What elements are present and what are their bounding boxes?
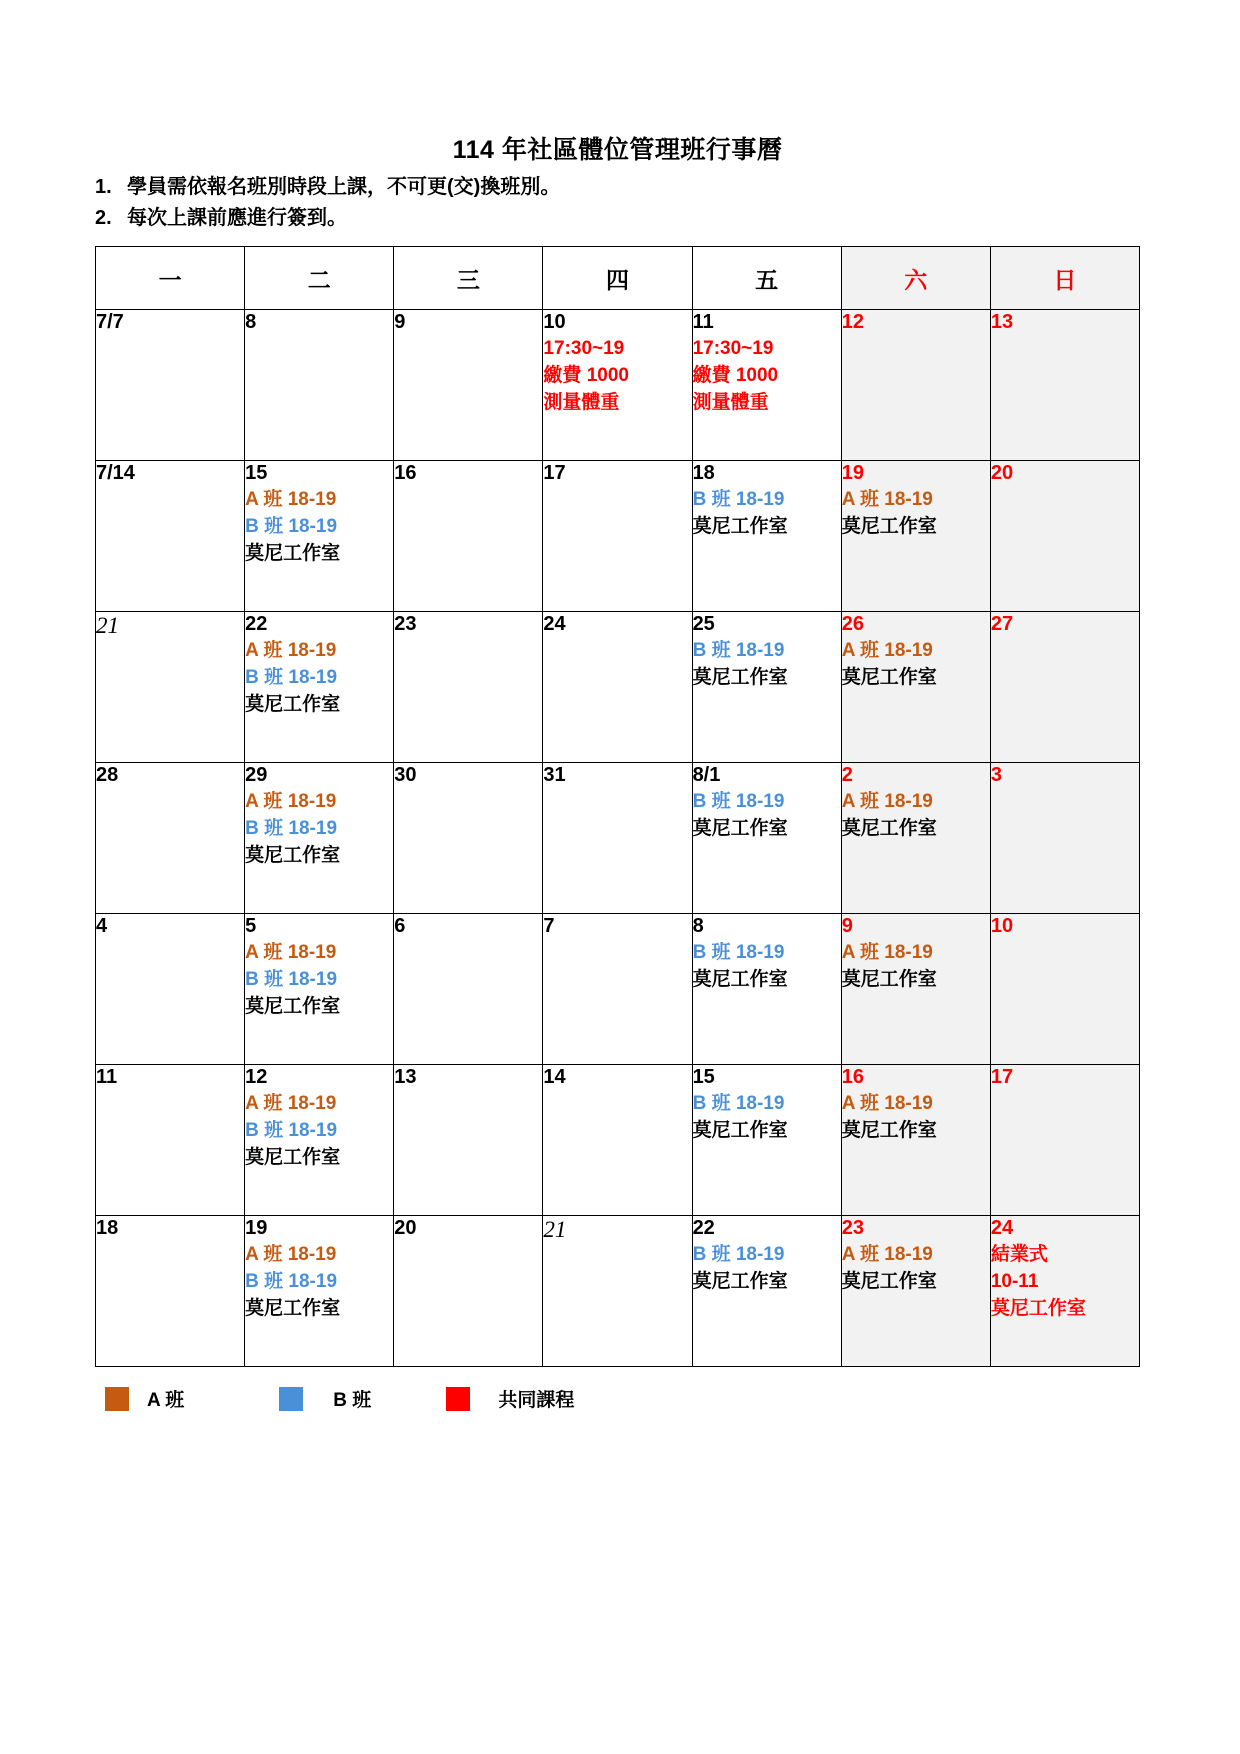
day-number: 10 <box>543 311 566 333</box>
day-event: A 班 18-19 <box>245 1093 337 1114</box>
legend-label: A 班 <box>147 1390 185 1411</box>
weekday-header-sat: 六 <box>841 247 990 310</box>
day-number: 22 <box>245 613 268 635</box>
calendar-day-cell[interactable] <box>245 612 394 763</box>
calendar-week-row <box>96 1065 1140 1216</box>
calendar-day-cell[interactable] <box>692 461 841 612</box>
day-event: 結業式 <box>990 1244 1048 1265</box>
day-number: 21 <box>96 613 119 638</box>
day-number: 24 <box>543 613 566 635</box>
day-number: 15 <box>692 1066 715 1088</box>
day-event: 莫尼工作室 <box>692 1270 788 1292</box>
calendar-day-cell[interactable] <box>245 763 394 914</box>
weekday-header-thu: 四 <box>543 247 692 310</box>
day-event: 莫尼工作室 <box>692 666 788 688</box>
weekday-header-wed: 三 <box>394 247 543 310</box>
day-event: B 班 18-19 <box>245 1270 338 1292</box>
calendar-week-row <box>96 1216 1140 1367</box>
note-text: 每次上課前應進行簽到。 <box>127 207 347 229</box>
day-event: 莫尼工作室 <box>245 542 341 564</box>
calendar-week-row <box>96 461 1140 612</box>
legend-label: 共同課程 <box>498 1390 575 1411</box>
day-event: 莫尼工作室 <box>245 844 341 866</box>
calendar-day-cell[interactable] <box>96 310 245 461</box>
note-number: 2. <box>95 207 112 229</box>
day-number: 24 <box>990 1217 1014 1239</box>
day-event: B 班 18-19 <box>692 1093 785 1114</box>
legend-color-swatch <box>446 1387 470 1411</box>
day-event: B 班 18-19 <box>245 515 338 537</box>
day-event: A 班 18-19 <box>841 791 933 812</box>
calendar-day-cell[interactable] <box>990 612 1139 763</box>
note-item <box>95 203 1140 234</box>
day-event: B 班 18-19 <box>692 489 785 510</box>
weekday-header-sun: 日 <box>990 247 1139 310</box>
day-event: A 班 18-19 <box>841 942 933 963</box>
calendar-week-row <box>96 310 1140 461</box>
day-event: 莫尼工作室 <box>841 968 937 990</box>
calendar-day-cell[interactable] <box>841 612 990 763</box>
day-number: 17 <box>543 462 566 484</box>
day-event: 莫尼工作室 <box>841 1119 937 1141</box>
calendar-day-cell[interactable] <box>841 763 990 914</box>
day-number: 7/14 <box>96 462 135 484</box>
page-title: 114 年社區體位管理班行事曆 <box>452 136 783 164</box>
legend-item <box>446 1385 574 1412</box>
day-number: 9 <box>394 311 406 333</box>
calendar-day-cell[interactable] <box>543 612 692 763</box>
calendar-day-cell[interactable] <box>990 310 1139 461</box>
day-event: B 班 18-19 <box>692 640 785 661</box>
calendar-day-cell[interactable] <box>96 1065 245 1216</box>
day-event: 測量體重 <box>543 391 620 413</box>
day-event: 莫尼工作室 <box>245 995 341 1017</box>
day-number: 7/7 <box>96 311 124 333</box>
day-number: 3 <box>990 764 1002 786</box>
calendar-week-row <box>96 612 1140 763</box>
day-number: 9 <box>841 915 853 937</box>
calendar-day-cell[interactable] <box>96 763 245 914</box>
weekday-header-fri: 五 <box>692 247 841 310</box>
calendar-day-cell[interactable] <box>543 310 692 461</box>
day-number: 12 <box>841 311 864 333</box>
calendar-day-cell[interactable] <box>394 612 543 763</box>
day-number: 7 <box>543 915 555 937</box>
day-event: B 班 18-19 <box>245 1119 338 1141</box>
day-event: 繳費 1000 <box>543 364 629 386</box>
calendar-day-cell[interactable] <box>96 914 245 1065</box>
notes-list <box>95 172 1140 234</box>
calendar-header <box>96 247 1140 310</box>
calendar-day-cell[interactable] <box>245 914 394 1065</box>
day-number: 26 <box>841 613 864 635</box>
day-number: 27 <box>990 613 1014 635</box>
day-event: B 班 18-19 <box>245 968 338 990</box>
day-event: 繳費 1000 <box>692 364 779 386</box>
day-event: B 班 18-19 <box>692 791 785 812</box>
day-event: 莫尼工作室 <box>841 666 937 688</box>
day-number: 21 <box>543 1217 567 1242</box>
day-number: 23 <box>394 613 417 635</box>
calendar-day-cell[interactable] <box>990 914 1139 1065</box>
calendar-day-cell[interactable] <box>841 914 990 1065</box>
day-number: 30 <box>394 764 417 786</box>
day-number: 16 <box>394 462 417 484</box>
day-event: 莫尼工作室 <box>841 817 937 839</box>
day-number: 19 <box>841 462 864 484</box>
calendar-day-cell[interactable] <box>394 461 543 612</box>
day-event: B 班 18-19 <box>692 1244 785 1265</box>
weekday-header-mon: 一 <box>96 247 245 310</box>
day-number: 16 <box>841 1066 864 1088</box>
day-event: B 班 18-19 <box>245 666 338 688</box>
day-event: A 班 18-19 <box>245 791 337 812</box>
day-event: 莫尼工作室 <box>245 1146 341 1168</box>
calendar-day-cell[interactable] <box>841 1065 990 1216</box>
calendar-day-cell[interactable] <box>543 914 692 1065</box>
day-number: 29 <box>245 764 268 786</box>
day-number: 28 <box>96 764 119 786</box>
day-event: A 班 18-19 <box>245 1244 337 1265</box>
day-number: 11 <box>96 1066 118 1088</box>
day-event: 莫尼工作室 <box>841 515 937 537</box>
day-event: 10-11 <box>990 1270 1039 1292</box>
calendar-day-cell[interactable] <box>543 1216 692 1367</box>
calendar-day-cell[interactable] <box>692 310 841 461</box>
calendar-day-cell[interactable] <box>692 1065 841 1216</box>
calendar-day-cell[interactable] <box>394 763 543 914</box>
day-number: 14 <box>543 1066 566 1088</box>
note-text: 學員需依報名班別時段上課，不可更(交)換班別。 <box>127 176 561 198</box>
calendar-day-cell[interactable] <box>96 612 245 763</box>
calendar-day-cell[interactable] <box>841 1216 990 1367</box>
calendar-day-cell[interactable] <box>841 461 990 612</box>
weekday-header-tue: 二 <box>245 247 394 310</box>
day-number: 15 <box>245 462 268 484</box>
day-event: 莫尼工作室 <box>692 968 788 990</box>
calendar-day-cell[interactable] <box>394 310 543 461</box>
calendar-day-cell[interactable] <box>96 461 245 612</box>
calendar-day-cell[interactable] <box>543 1065 692 1216</box>
day-event: 莫尼工作室 <box>692 515 788 537</box>
legend-item <box>105 1385 184 1412</box>
calendar-day-cell[interactable] <box>841 310 990 461</box>
calendar-day-cell[interactable] <box>543 763 692 914</box>
day-number: 2 <box>841 764 853 786</box>
day-event: 莫尼工作室 <box>841 1270 937 1292</box>
calendar-day-cell[interactable] <box>692 763 841 914</box>
calendar-day-cell[interactable] <box>245 461 394 612</box>
calendar-day-cell[interactable] <box>692 612 841 763</box>
calendar-day-cell[interactable] <box>990 763 1139 914</box>
day-number: 10 <box>990 915 1014 937</box>
day-number: 13 <box>394 1066 417 1088</box>
calendar-week-row <box>96 763 1140 914</box>
day-number: 6 <box>394 915 406 937</box>
day-event: A 班 18-19 <box>841 489 933 510</box>
day-number: 25 <box>692 613 715 635</box>
calendar-day-cell[interactable] <box>96 1216 245 1367</box>
day-event: 莫尼工作室 <box>990 1297 1086 1319</box>
calendar-day-cell[interactable] <box>394 1065 543 1216</box>
day-event: 17:30~19 <box>692 338 774 359</box>
calendar-day-cell[interactable] <box>394 1216 543 1367</box>
day-event: A 班 18-19 <box>841 1093 933 1114</box>
day-number: 19 <box>245 1217 268 1239</box>
calendar-day-cell[interactable] <box>692 1216 841 1367</box>
legend-color-swatch <box>279 1387 303 1411</box>
calendar-table <box>95 246 1140 1367</box>
legend-label: B 班 <box>333 1390 372 1411</box>
calendar-day-cell[interactable] <box>245 1216 394 1367</box>
calendar-day-cell[interactable] <box>990 461 1139 612</box>
day-number: 8 <box>245 311 257 333</box>
day-number: 31 <box>543 764 566 786</box>
day-number: 13 <box>990 311 1014 333</box>
calendar-day-cell[interactable] <box>394 914 543 1065</box>
day-number: 18 <box>692 462 715 484</box>
calendar-day-cell[interactable] <box>245 310 394 461</box>
day-event: 莫尼工作室 <box>692 817 788 839</box>
calendar-day-cell[interactable] <box>692 914 841 1065</box>
day-event: B 班 18-19 <box>692 942 785 963</box>
day-number: 8/1 <box>692 764 721 786</box>
day-event: B 班 18-19 <box>245 817 338 839</box>
day-event: 莫尼工作室 <box>245 1297 341 1319</box>
day-number: 17 <box>990 1066 1014 1088</box>
day-event: 莫尼工作室 <box>245 693 341 715</box>
day-number: 5 <box>245 915 257 937</box>
legend-item <box>279 1385 371 1412</box>
day-number: 18 <box>96 1217 119 1239</box>
day-event: A 班 18-19 <box>841 1244 933 1265</box>
weekday-header-row <box>96 247 1140 310</box>
day-number: 11 <box>692 311 714 333</box>
calendar-day-cell[interactable] <box>543 461 692 612</box>
day-event: A 班 18-19 <box>245 489 337 510</box>
legend-color-swatch <box>105 1387 129 1411</box>
calendar-day-cell[interactable] <box>245 1065 394 1216</box>
calendar-day-cell[interactable] <box>990 1065 1139 1216</box>
day-number: 22 <box>692 1217 715 1239</box>
day-number: 20 <box>990 462 1014 484</box>
legend <box>95 1385 1140 1412</box>
day-number: 8 <box>692 915 704 937</box>
note-item <box>95 172 1140 203</box>
day-number: 20 <box>394 1217 417 1239</box>
calendar-body <box>96 310 1140 1367</box>
day-event: A 班 18-19 <box>245 640 337 661</box>
day-event: 17:30~19 <box>543 338 625 359</box>
day-number: 4 <box>96 915 108 937</box>
day-event: A 班 18-19 <box>841 640 933 661</box>
day-event: 莫尼工作室 <box>692 1119 788 1141</box>
day-number: 23 <box>841 1217 864 1239</box>
day-event: 測量體重 <box>692 391 769 413</box>
calendar-week-row <box>96 914 1140 1065</box>
day-number: 12 <box>245 1066 268 1088</box>
note-number: 1. <box>95 176 112 198</box>
day-event: A 班 18-19 <box>245 942 337 963</box>
calendar-day-cell[interactable] <box>990 1216 1139 1367</box>
